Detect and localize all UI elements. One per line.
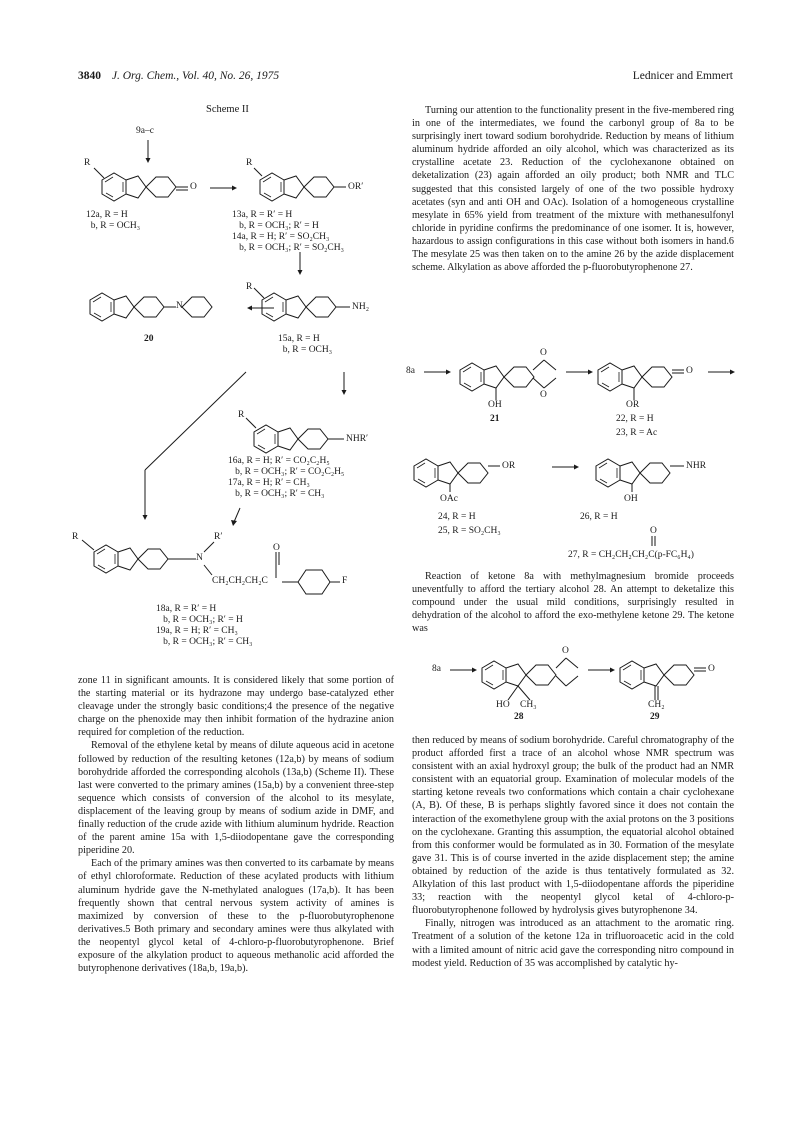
label-ch2: CH₂ bbox=[648, 700, 665, 710]
right-column-text-mid bbox=[412, 570, 734, 635]
label-ketone-o: O bbox=[686, 366, 693, 376]
arrow-right-4 bbox=[708, 370, 735, 375]
label-compound-15: 15a, R = H b, R = OCH₃ bbox=[278, 334, 333, 355]
label-compound-23: 23, R = Ac bbox=[616, 428, 658, 438]
label-oh: OH bbox=[488, 400, 502, 410]
label-ketal-o: O bbox=[540, 348, 547, 358]
label-ketal-o: O bbox=[562, 646, 569, 656]
arrow-left-1 bbox=[247, 306, 274, 311]
label-ho: HO bbox=[496, 700, 510, 710]
arrow-right-3 bbox=[566, 370, 593, 375]
label-ketone-o: O bbox=[190, 182, 197, 192]
structure-22 bbox=[598, 363, 672, 391]
scheme-title: Scheme II bbox=[206, 104, 249, 115]
label-r: R bbox=[246, 158, 253, 168]
arrow-down-1 bbox=[146, 140, 151, 163]
label-or: OR bbox=[626, 400, 640, 410]
label-oh: OH bbox=[624, 494, 638, 504]
label-compound-26: 26, R = H bbox=[580, 512, 618, 522]
paragraph: Turning our attention to the functionality present in the five-membered ring in one of the intermediates, we found the carbonyl group of 8a to be surprisingly inert toward sodium borohydride. Reduction by means of lithium aluminum hydride afforded an oily alcohol, which was characterized as its crystalline acetate 23. Reduction of the cyclohexanone obtained on deketalization (23) again afforded an oily product; both NMR and TLC suggested that this consisted largely of one of the two possible hydroxy acetates (syn and anti OH and OAc). Isolation of a homogeneous crystalline mesylate in 65% yield from treatment of the mixture with methanesulfonyl chloride in pyridine confirms the predominance of one isomer. It is, however, hazardous to assign configurations in this case without both isomers in hand.6 The mesylate 25 was then taken on to the amine 26 by the azide displacement scheme. Alkylation as above afforded the p-fluorobutyrophenone 27. bbox=[412, 105, 734, 274]
label-compound-20: 20 bbox=[144, 334, 154, 344]
label-chain: CH₂CH₂CH₂C bbox=[212, 576, 268, 586]
structure-26 bbox=[596, 459, 670, 487]
label-f: F bbox=[342, 576, 348, 586]
label-r: R bbox=[238, 410, 245, 420]
label-nhr: NHR bbox=[686, 461, 707, 471]
arrow-right-5 bbox=[552, 465, 579, 470]
label-compound-25: 25, R = SO₂CH₃ bbox=[438, 526, 501, 536]
arrow-right-7 bbox=[588, 668, 615, 673]
arrow-down-2 bbox=[298, 252, 303, 275]
label-compound-24: 24, R = H bbox=[438, 512, 476, 522]
page-number: 3840 bbox=[78, 70, 101, 82]
label-or: OR bbox=[502, 461, 516, 471]
left-column-text bbox=[78, 674, 394, 975]
structure-18 bbox=[94, 545, 168, 573]
structure-29 bbox=[620, 661, 694, 689]
label-8a: 8a bbox=[406, 366, 415, 376]
label-compound-16-17: 16a, R = H; R′ = CO₂C₂H₅ b, R = OCH₃; R′ = CO₂C₂H₅ 17a, R = H; R′ = CH₃ b, R = OCH₃; R′ = CH₃ bbox=[228, 456, 345, 499]
label-carbonyl-o: O bbox=[273, 543, 280, 553]
structure-28 bbox=[482, 661, 556, 689]
label-n: N bbox=[196, 553, 203, 563]
label-ketal-o: O bbox=[540, 390, 547, 400]
label-9a-c: 9a–c bbox=[136, 126, 154, 136]
label-r: R bbox=[84, 158, 91, 168]
structure-21 bbox=[460, 363, 534, 391]
label-compound-27: 27, R = CH₂CH₂CH₂C(p-FC₆H₄) bbox=[568, 550, 694, 560]
right-column-text-top bbox=[412, 104, 734, 274]
structure-15 bbox=[262, 293, 336, 321]
label-carbonyl-o: O bbox=[650, 526, 657, 536]
right-column-text-bottom bbox=[412, 734, 734, 970]
paragraph: zone 11 in significant amounts. It is considered likely that some portion of the starting material or its hydrazone may undergo base-catalyzed ether cleavage under the strongly basic conditions;4 the presence of the negative charge on the phenoxide may then inhibit formation of the hydrazine anion required for completion of the reduction. bbox=[78, 675, 394, 739]
label-compound-18-19: 18a, R = R′ = H b, R = OCH₃; R′ = H 19a, R = H; R′ = CH₃ b, R = OCH₃; R′ = CH₃ bbox=[156, 604, 253, 647]
paragraph: Removal of the ethylene ketal by means of dilute aqueous acid in acetone followed by reduction of the resulting ketones (12a,b) by means of sodium borohydride afforded the corresponding alcohols (13a,b) (Scheme II). These last were converted to the primary amines (15a,b) by a convenient three-step sequence which consists of conversion of the alcohol to its mesylate, displacement of the leaving group by means of sodium azide in DMF, and finally reduction of the crude azide with lithium aluminum hydride. Reaction of the parent amine 15a with 1,5-diiodopentane gave the corresponding piperidine 20. bbox=[78, 740, 394, 857]
label-oac: OAc bbox=[440, 494, 458, 504]
arrow-down-3 bbox=[342, 372, 347, 395]
structure-12 bbox=[102, 173, 176, 201]
label-compound-29: 29 bbox=[650, 712, 660, 722]
label-nh2: NH₂ bbox=[352, 302, 370, 312]
label-n: N bbox=[176, 301, 183, 311]
label-compound-28: 28 bbox=[514, 712, 524, 722]
paragraph: Reaction of ketone 8a with methylmagnesium bromide proceeds uneventfully to afford the tertiary alcohol 28. An attempt to deketalize this compound under the usual mild conditions, surprisingly resulted in dehydration of the alcohol to afford the exo-methylene ketone 29. The ketone was bbox=[412, 571, 734, 635]
label-r: R bbox=[246, 282, 253, 292]
label-compound-13-14: 13a, R = R′ = H b, R = OCH₃; R′ = H 14a, R = H; R′ = SO₂CH₃ b, R = OCH₃; R′ = SO₂CH₃ bbox=[232, 210, 344, 253]
structure-13 bbox=[260, 173, 334, 201]
label-nhr-prime: NHR′ bbox=[346, 434, 369, 444]
arrow-right-2 bbox=[424, 370, 451, 375]
structure-20 bbox=[90, 293, 164, 321]
label-ketone-o: O bbox=[708, 664, 715, 674]
label-compound-22: 22, R = H bbox=[616, 414, 654, 424]
journal-citation: J. Org. Chem., Vol. 40, No. 26, 1975 bbox=[111, 70, 280, 82]
label-compound-12: 12a, R = H b, R = OCH₃ bbox=[86, 210, 141, 231]
label-or-prime: OR′ bbox=[348, 182, 364, 192]
label-compound-21: 21 bbox=[490, 414, 500, 424]
paragraph: Finally, nitrogen was introduced as an attachment to the aromatic ring. Treatment of a solution of the ketone 12a in trifluoroacetic acid in the cold with a limited amount of nitric acid gave the corresponding nitro compound in modest yield. Reduction of 35 was accomplished by catalytic hy- bbox=[412, 918, 734, 969]
label-r-prime: R′ bbox=[214, 532, 223, 542]
structure-16 bbox=[254, 425, 328, 453]
paragraph: Each of the primary amines was then converted to its carbamate by means of ethyl chloroformate. Reduction of these acylated products with lithium aluminum hydride gave the N-methylated analogues (17a,b). It has been frequently shown that central nervous system activity of amines is maximized by conversion of these to the p-fluorobutyrophenone derivatives.5 Both primary and secondary amines were thus alkylated with the neopentyl glycol ketal of 4-chloro-p-fluorobutyrophenone. Brief exposure of the alkylation product to aqueous methanolic acid afforded the butyrophenone derivatives (18a,b, 19a,b). bbox=[78, 858, 394, 975]
arrow-right-6 bbox=[450, 668, 477, 673]
structure-24 bbox=[414, 459, 488, 487]
label-r: R bbox=[72, 532, 79, 542]
author-names: Lednicer and Emmert bbox=[632, 70, 733, 82]
paragraph: then reduced by means of sodium borohydride. Careful chromatography of the product afforded first a trace of an alcohol whose NMR spectrum was consistent with an axial hydroxyl group; the bulk of the product had an NMR consistent with an equatorial group. Examination of molecular models of the starting ketone reveals two conformations which contain a chair cyclohexane (A, B). Of these, B is perhaps slightly favored since it does not contain the interaction of the exomethylene group with the axial protons on the 3 positions on the cyclohexane. Granting this assumption, the equatorial alcohol obtained from this conformer would be formulated as in 30. Formation of the mesylate gave 31. This is of course inverted in the azide displacement step; the amine obtained by reduction of the azide is thus tentatively formulated as 32. Alkylation of this last product with 1,5-diiodopentane affords the piperidine 33; reaction with the neopentyl glycol ketal of 4-chloro-p-fluorobutyrophenone followed by hydrolysis gives butyrophenone 34. bbox=[412, 735, 734, 917]
label-8a: 8a bbox=[432, 664, 441, 674]
label-ch3: CH₃ bbox=[520, 700, 537, 710]
arrow-right-1 bbox=[210, 186, 237, 191]
